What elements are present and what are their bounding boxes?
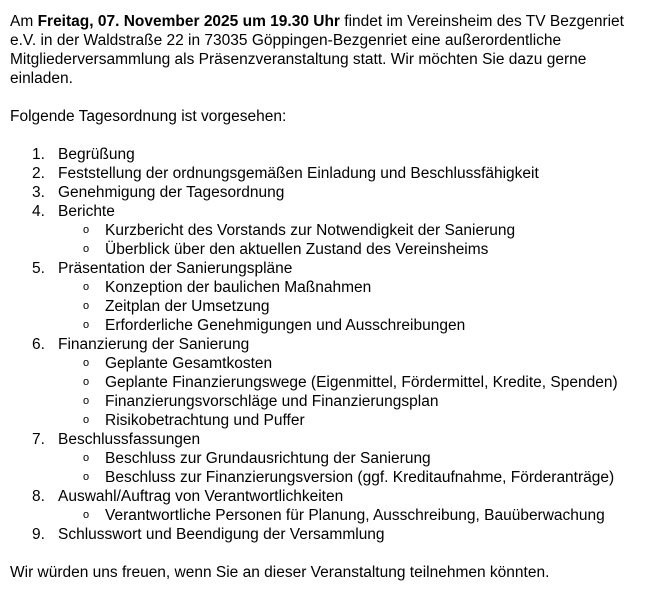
circle-bullet-icon: o	[83, 452, 90, 464]
agenda-item-number: 6.	[32, 336, 45, 353]
intro-date-time: Freitag, 07. November 2025 um 19.30 Uhr	[37, 13, 340, 30]
agenda-subitem	[58, 221, 645, 240]
agenda-sublist	[58, 506, 645, 525]
agenda-subitem-label: Zeitplan der Umsetzung	[105, 298, 270, 315]
circle-bullet-icon: o	[83, 357, 90, 369]
agenda-subitem	[58, 392, 645, 411]
agenda-list	[10, 145, 645, 544]
agenda-item	[10, 145, 645, 164]
agenda-item-number: 8.	[32, 488, 45, 505]
agenda-item-label: Begrüßung	[58, 146, 135, 163]
spacer	[10, 88, 645, 107]
agenda-item-label: Auswahl/Auftrag von Verantwortlichkeiten	[58, 488, 344, 505]
agenda-subitem	[58, 468, 645, 487]
agenda-item-number: 2.	[32, 165, 45, 182]
spacer	[10, 544, 645, 563]
agenda-subitem	[58, 411, 645, 430]
agenda-item-label: Feststellung der ordnungsgemäßen Einladung und Beschlussfähigkeit	[58, 165, 539, 182]
closing-paragraph: Wir würden uns freuen, wenn Sie an dieser Veranstaltung teilnehmen könnten.	[10, 564, 550, 581]
agenda-item	[10, 202, 645, 259]
agenda-sublist	[58, 221, 645, 259]
agenda-subitem	[58, 373, 645, 392]
agenda-subitem-label: Konzeption der baulichen Maßnahmen	[105, 279, 372, 296]
circle-bullet-icon: o	[83, 300, 90, 312]
agenda-subitem-label: Verantwortliche Personen für Planung, Ausschreibung, Bauüberwachung	[105, 507, 605, 524]
circle-bullet-icon: o	[83, 243, 90, 255]
agenda-subitem-label: Beschluss zur Grundausrichtung der Sanierung	[105, 450, 431, 467]
circle-bullet-icon: o	[83, 471, 90, 483]
circle-bullet-icon: o	[83, 224, 90, 236]
agenda-subitem	[58, 278, 645, 297]
intro-paragraph	[10, 12, 635, 88]
agenda-subitem-label: Überblick über den aktuellen Zustand des Vereinsheims	[105, 241, 489, 258]
circle-bullet-icon: o	[83, 395, 90, 407]
agenda-sublist	[58, 278, 645, 335]
spacer	[10, 126, 645, 145]
agenda-item-label: Genehmigung der Tagesordnung	[58, 184, 285, 201]
circle-bullet-icon: o	[83, 281, 90, 293]
agenda-subitem	[58, 240, 645, 259]
agenda-subitem	[58, 316, 645, 335]
agenda-item	[10, 259, 645, 335]
agenda-sublist	[58, 354, 645, 430]
agenda-sublist	[58, 449, 645, 487]
circle-bullet-icon: o	[83, 414, 90, 426]
agenda-subitem-label: Finanzierungsvorschläge und Finanzierungsplan	[105, 393, 439, 410]
agenda-item	[10, 183, 645, 202]
agenda-item-number: 3.	[32, 184, 45, 201]
agenda-subitem-label: Kurzbericht des Vorstands zur Notwendigkeit der Sanierung	[105, 222, 516, 239]
agenda-subitem	[58, 506, 645, 525]
agenda-subitem-label: Geplante Finanzierungswege (Eigenmittel, Fördermittel, Kredite, Spenden)	[105, 374, 618, 391]
circle-bullet-icon: o	[83, 509, 90, 521]
agenda-item-number: 1.	[32, 146, 45, 163]
agenda-subitem-label: Geplante Gesamtkosten	[105, 355, 273, 372]
agenda-item	[10, 487, 645, 525]
agenda-subitem-label: Risikobetrachtung und Puffer	[105, 412, 305, 429]
agenda-item-label: Präsentation der Sanierungspläne	[58, 260, 293, 277]
agenda-intro: Folgende Tagesordnung ist vorgesehen:	[10, 108, 287, 125]
circle-bullet-icon: o	[83, 319, 90, 331]
circle-bullet-icon: o	[83, 376, 90, 388]
agenda-item	[10, 430, 645, 487]
agenda-item-number: 4.	[32, 203, 45, 220]
agenda-item-number: 5.	[32, 260, 45, 277]
agenda-item-number: 7.	[32, 431, 45, 448]
agenda-subitem	[58, 449, 645, 468]
agenda-item	[10, 525, 645, 544]
agenda-subitem	[58, 354, 645, 373]
agenda-subitem-label: Beschluss zur Finanzierungsversion (ggf. Kreditaufnahme, Förderanträge)	[105, 469, 615, 486]
agenda-item-label: Beschlussfassungen	[58, 431, 201, 448]
agenda-subitem-label: Erforderliche Genehmigungen und Ausschreibungen	[105, 317, 466, 334]
agenda-item-label: Berichte	[58, 203, 115, 220]
agenda-item-label: Schlusswort und Beendigung der Versammlung	[58, 526, 385, 543]
agenda-item	[10, 335, 645, 430]
intro-prefix: Am	[10, 13, 38, 30]
agenda-item	[10, 164, 645, 183]
intro-suffix: findet im Vereinsheim des TV Bezgenriet e.V. in der Waldstraße 22 in 73035 Göppingen-Bezgenriet eine außerordentliche Mitgliederversammlung als Präsenzveranstaltung statt. Wir möchten Sie dazu gerne einladen.	[10, 13, 624, 87]
agenda-item-number: 9.	[32, 526, 45, 543]
agenda-item-label: Finanzierung der Sanierung	[58, 336, 250, 353]
agenda-subitem	[58, 297, 645, 316]
